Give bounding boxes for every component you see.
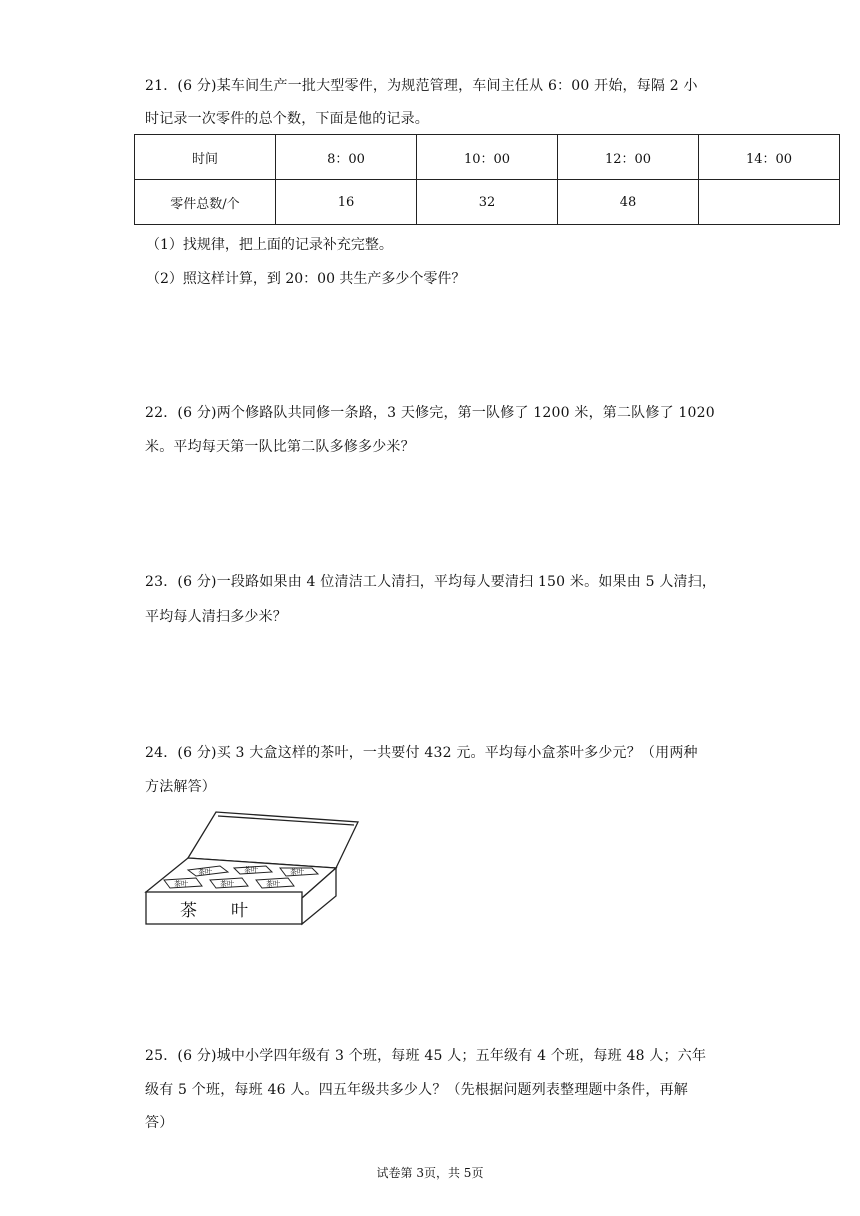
table-cell: 10：00: [417, 135, 558, 180]
small-box-label: 茶叶: [174, 880, 188, 888]
table-cell: 48: [558, 180, 699, 225]
table-cell: 时间: [135, 135, 276, 180]
small-box-label: 茶叶: [220, 880, 234, 888]
small-box-label: 茶叶: [198, 868, 212, 876]
table-cell: 8：00: [276, 135, 417, 180]
q22-line1: 22．(6 分)两个修路队共同修一条路，3 天修完，第一队修了 1200 米，第二队修了 1020: [145, 405, 715, 421]
page-footer: 试卷第 3页，共 5页: [376, 1166, 484, 1180]
table-cell: 零件总数/个: [135, 180, 276, 225]
q21-line2: 时记录一次零件的总个数，下面是他的记录。: [145, 111, 429, 127]
table-row-values: [135, 180, 840, 225]
tea-box-label: 茶 叶: [180, 901, 248, 921]
table-cell-blank: [699, 180, 840, 225]
table-cell: 14：00: [699, 135, 840, 180]
table-cell: 12：00: [558, 135, 699, 180]
small-box-label: 茶叶: [266, 880, 280, 888]
small-box-label: 茶叶: [244, 866, 258, 874]
table-row-header: [135, 135, 840, 180]
q24-line2: 方法解答）: [145, 779, 216, 795]
record-table: [134, 134, 840, 225]
q23-line1: 23．(6 分)一段路如果由 4 位清洁工人清扫，平均每人要清扫 150 米。如果由 5 人清扫，: [145, 574, 717, 590]
table-cell: 32: [417, 180, 558, 225]
small-box-label: 茶叶: [290, 868, 304, 876]
q23-line2: 平均每人清扫多少米？: [145, 609, 287, 625]
q24-line1: 24．(6 分)买 3 大盒这样的茶叶，一共要付 432 元。平均每小盒茶叶多少元？（用两种: [145, 745, 698, 761]
q25-line2: 级有 5 个班，每班 46 人。四五年级共多少人？（先根据问题列表整理题中条件，再解: [145, 1082, 688, 1098]
q22-line2: 米。平均每天第一队比第二队多修多少米？: [145, 439, 415, 455]
q25-line3: 答）: [145, 1115, 174, 1131]
table-cell: 16: [276, 180, 417, 225]
q25-line1: 25．(6 分)城中小学四年级有 3 个班，每班 45 人；五年级有 4 个班，每班 48 人；六年: [145, 1048, 707, 1064]
q21-sub1: （1）找规律，把上面的记录补充完整。: [146, 237, 393, 253]
tea-box-illustration: [140, 806, 372, 930]
q21-sub2: （2）照这样计算，到 20：00 共生产多少个零件？: [146, 271, 466, 287]
q21-line1: 21．(6 分)某车间生产一批大型零件，为规范管理，车间主任从 6：00 开始，每隔 2 小: [145, 78, 698, 94]
